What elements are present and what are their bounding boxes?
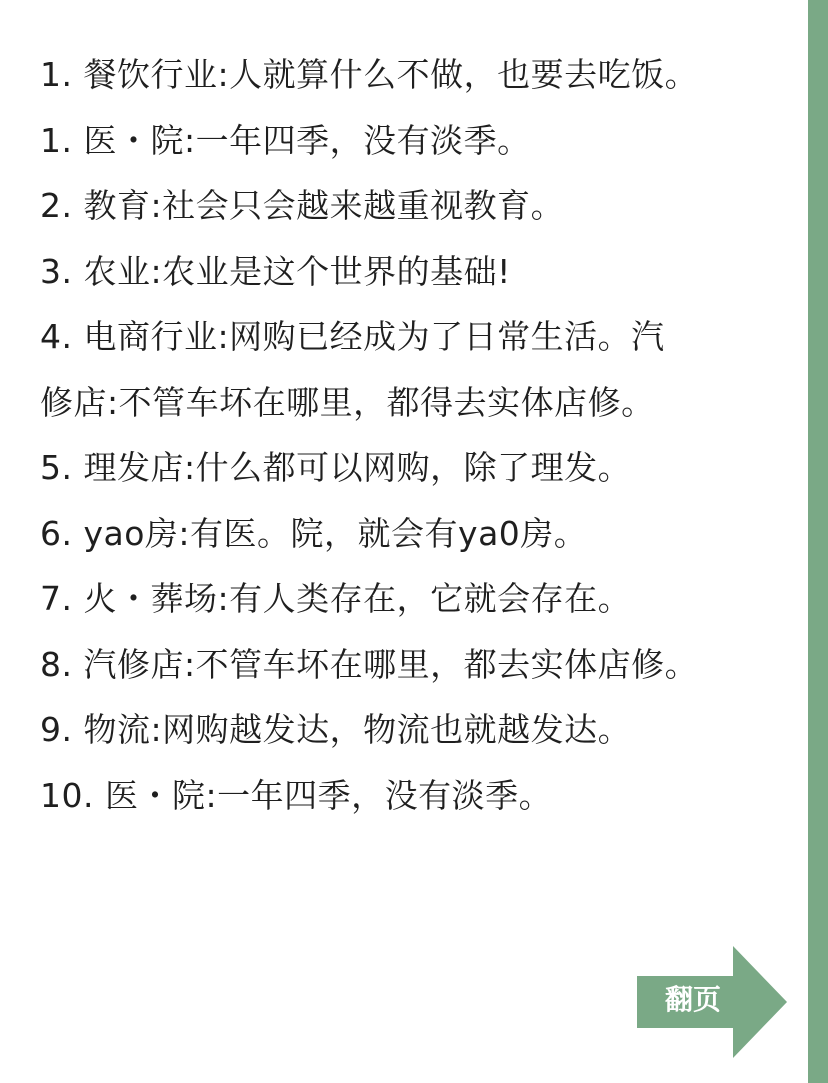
list-line: 1. 餐饮行业:人就算什么不做，也要去吃饭。 [40,55,699,94]
list-line: 2. 教育:社会只会越来越重视教育。 [40,186,565,225]
list-line: 9. 物流:网购越发达，物流也就越发达。 [40,710,632,749]
list-line: 10. 医・院:一年四季，没有淡季。 [40,775,553,815]
list-line: 修店:不管车坏在哪里，都得去实体店修。 [40,382,655,422]
list-line: 3. 农业:农业是这个世界的基础! [40,251,511,291]
right-accent-bar [808,0,828,1083]
list-line: 8. 汽修店:不管车坏在哪里，都去实体店修。 [40,644,699,684]
list-line: 1. 医・院:一年四季，没有淡季。 [40,120,531,160]
list-line: 5. 理发店:什么都可以网购，除了理发。 [40,448,632,487]
list-line: 6. yao房:有医。院，就会有ya0房。 [40,513,588,553]
text-list [40,42,800,828]
list-line: 7. 火・葬场:有人类存在，它就会存在。 [40,579,632,618]
list-line: 4. 电商行业:网购已经成为了日常生活。汽 [40,317,665,356]
next-page-button[interactable] [637,946,789,1058]
next-page-label: 翻页 [664,983,721,1016]
